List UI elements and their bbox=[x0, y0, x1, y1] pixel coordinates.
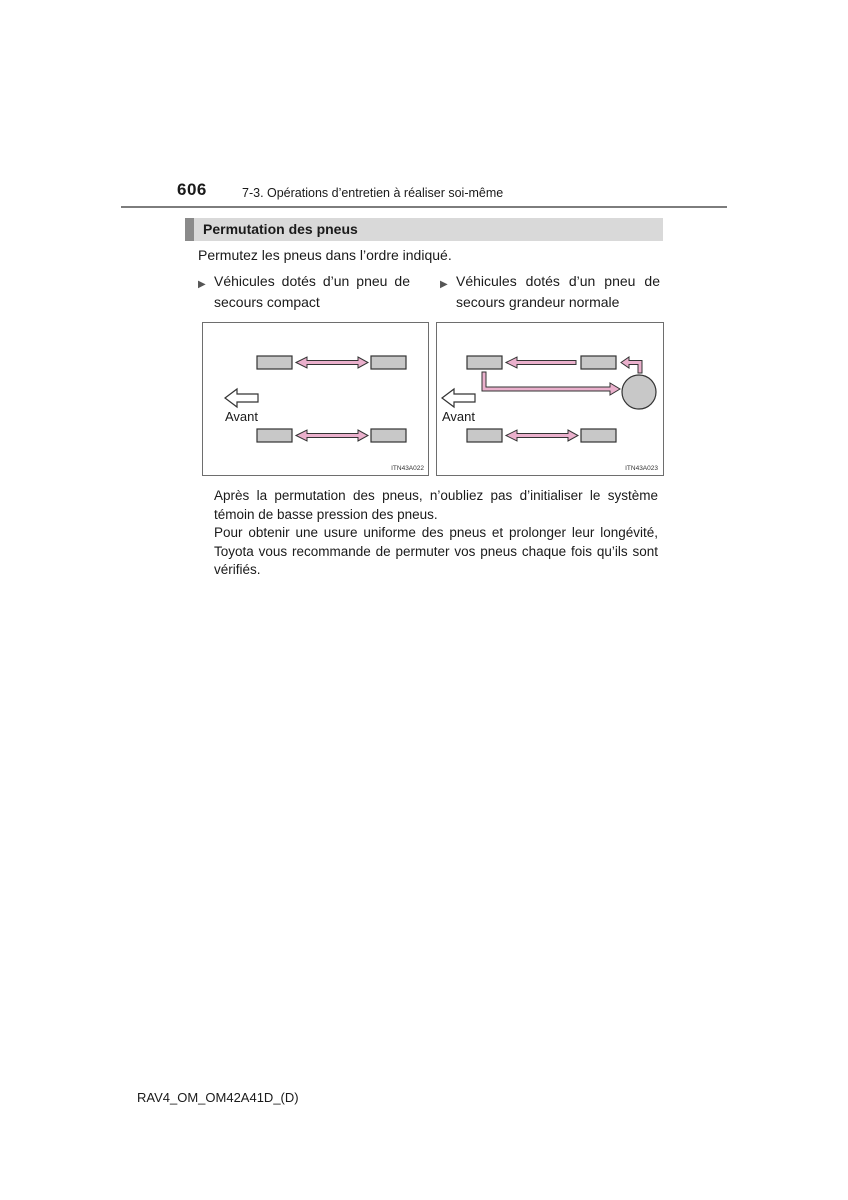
section-title: Permutation des pneus bbox=[203, 221, 358, 237]
figure-code: ITN43A022 bbox=[391, 465, 424, 472]
tire-icon bbox=[371, 429, 406, 442]
front-arrow-icon bbox=[442, 389, 475, 407]
rotation-arrow-front-to-spare bbox=[482, 372, 620, 395]
tire-icon bbox=[467, 429, 502, 442]
section-heading-bar bbox=[185, 218, 663, 241]
variant-label: Véhicules dotés d’un pneu de secours compact bbox=[214, 273, 410, 310]
rotation-diagram-compact bbox=[202, 322, 429, 476]
bullet-triangle-icon: ▶ bbox=[440, 279, 448, 290]
rotation-arrow-front bbox=[506, 357, 576, 368]
variant-full-spare bbox=[440, 271, 660, 312]
tire-icon bbox=[257, 356, 292, 369]
swap-arrow-rear bbox=[296, 430, 368, 441]
bullet-triangle-icon: ▶ bbox=[198, 279, 206, 290]
tire-icon bbox=[581, 429, 616, 442]
front-label: Avant bbox=[442, 409, 476, 424]
rotation-diagram-full-size bbox=[436, 322, 664, 476]
header-rule bbox=[121, 206, 727, 208]
chapter-title: 7-3. Opérations d’entretien à réaliser soi-même bbox=[242, 186, 504, 200]
front-label: Avant bbox=[225, 409, 259, 424]
tire-icon bbox=[257, 429, 292, 442]
variant-compact-spare bbox=[198, 271, 410, 312]
front-arrow-icon bbox=[225, 389, 258, 407]
swap-arrow-rear bbox=[506, 430, 578, 441]
tire-icon bbox=[371, 356, 406, 369]
intro-text: Permutez les pneus dans l’ordre indiqué. bbox=[198, 247, 452, 263]
spare-tire-icon bbox=[622, 375, 656, 409]
body-paragraph: Après la permutation des pneus, n’oubliez pas d’initialiser le système témoin de basse pression des pneus. bbox=[214, 488, 658, 522]
figure-code: ITN43A023 bbox=[625, 465, 658, 472]
swap-arrow-front bbox=[296, 357, 368, 368]
tire-icon bbox=[581, 356, 616, 369]
rotation-arrow-spare-to-front bbox=[621, 357, 642, 373]
variant-label: Véhicules dotés d’un pneu de secours grandeur normale bbox=[456, 273, 660, 310]
body-text bbox=[214, 487, 658, 580]
footer-doc-code: RAV4_OM_OM42A41D_(D) bbox=[137, 1090, 299, 1105]
rotation-diagram-full-size-svg bbox=[437, 323, 665, 477]
tire-icon bbox=[467, 356, 502, 369]
rotation-diagram-compact-svg bbox=[203, 323, 430, 477]
page-number: 606 bbox=[177, 180, 207, 199]
body-paragraph: Pour obtenir une usure uniforme des pneus et prolonger leur longévité, Toyota vous recommande de permuter vos pneus chaque fois qu’ils sont vérifiés. bbox=[214, 525, 658, 577]
